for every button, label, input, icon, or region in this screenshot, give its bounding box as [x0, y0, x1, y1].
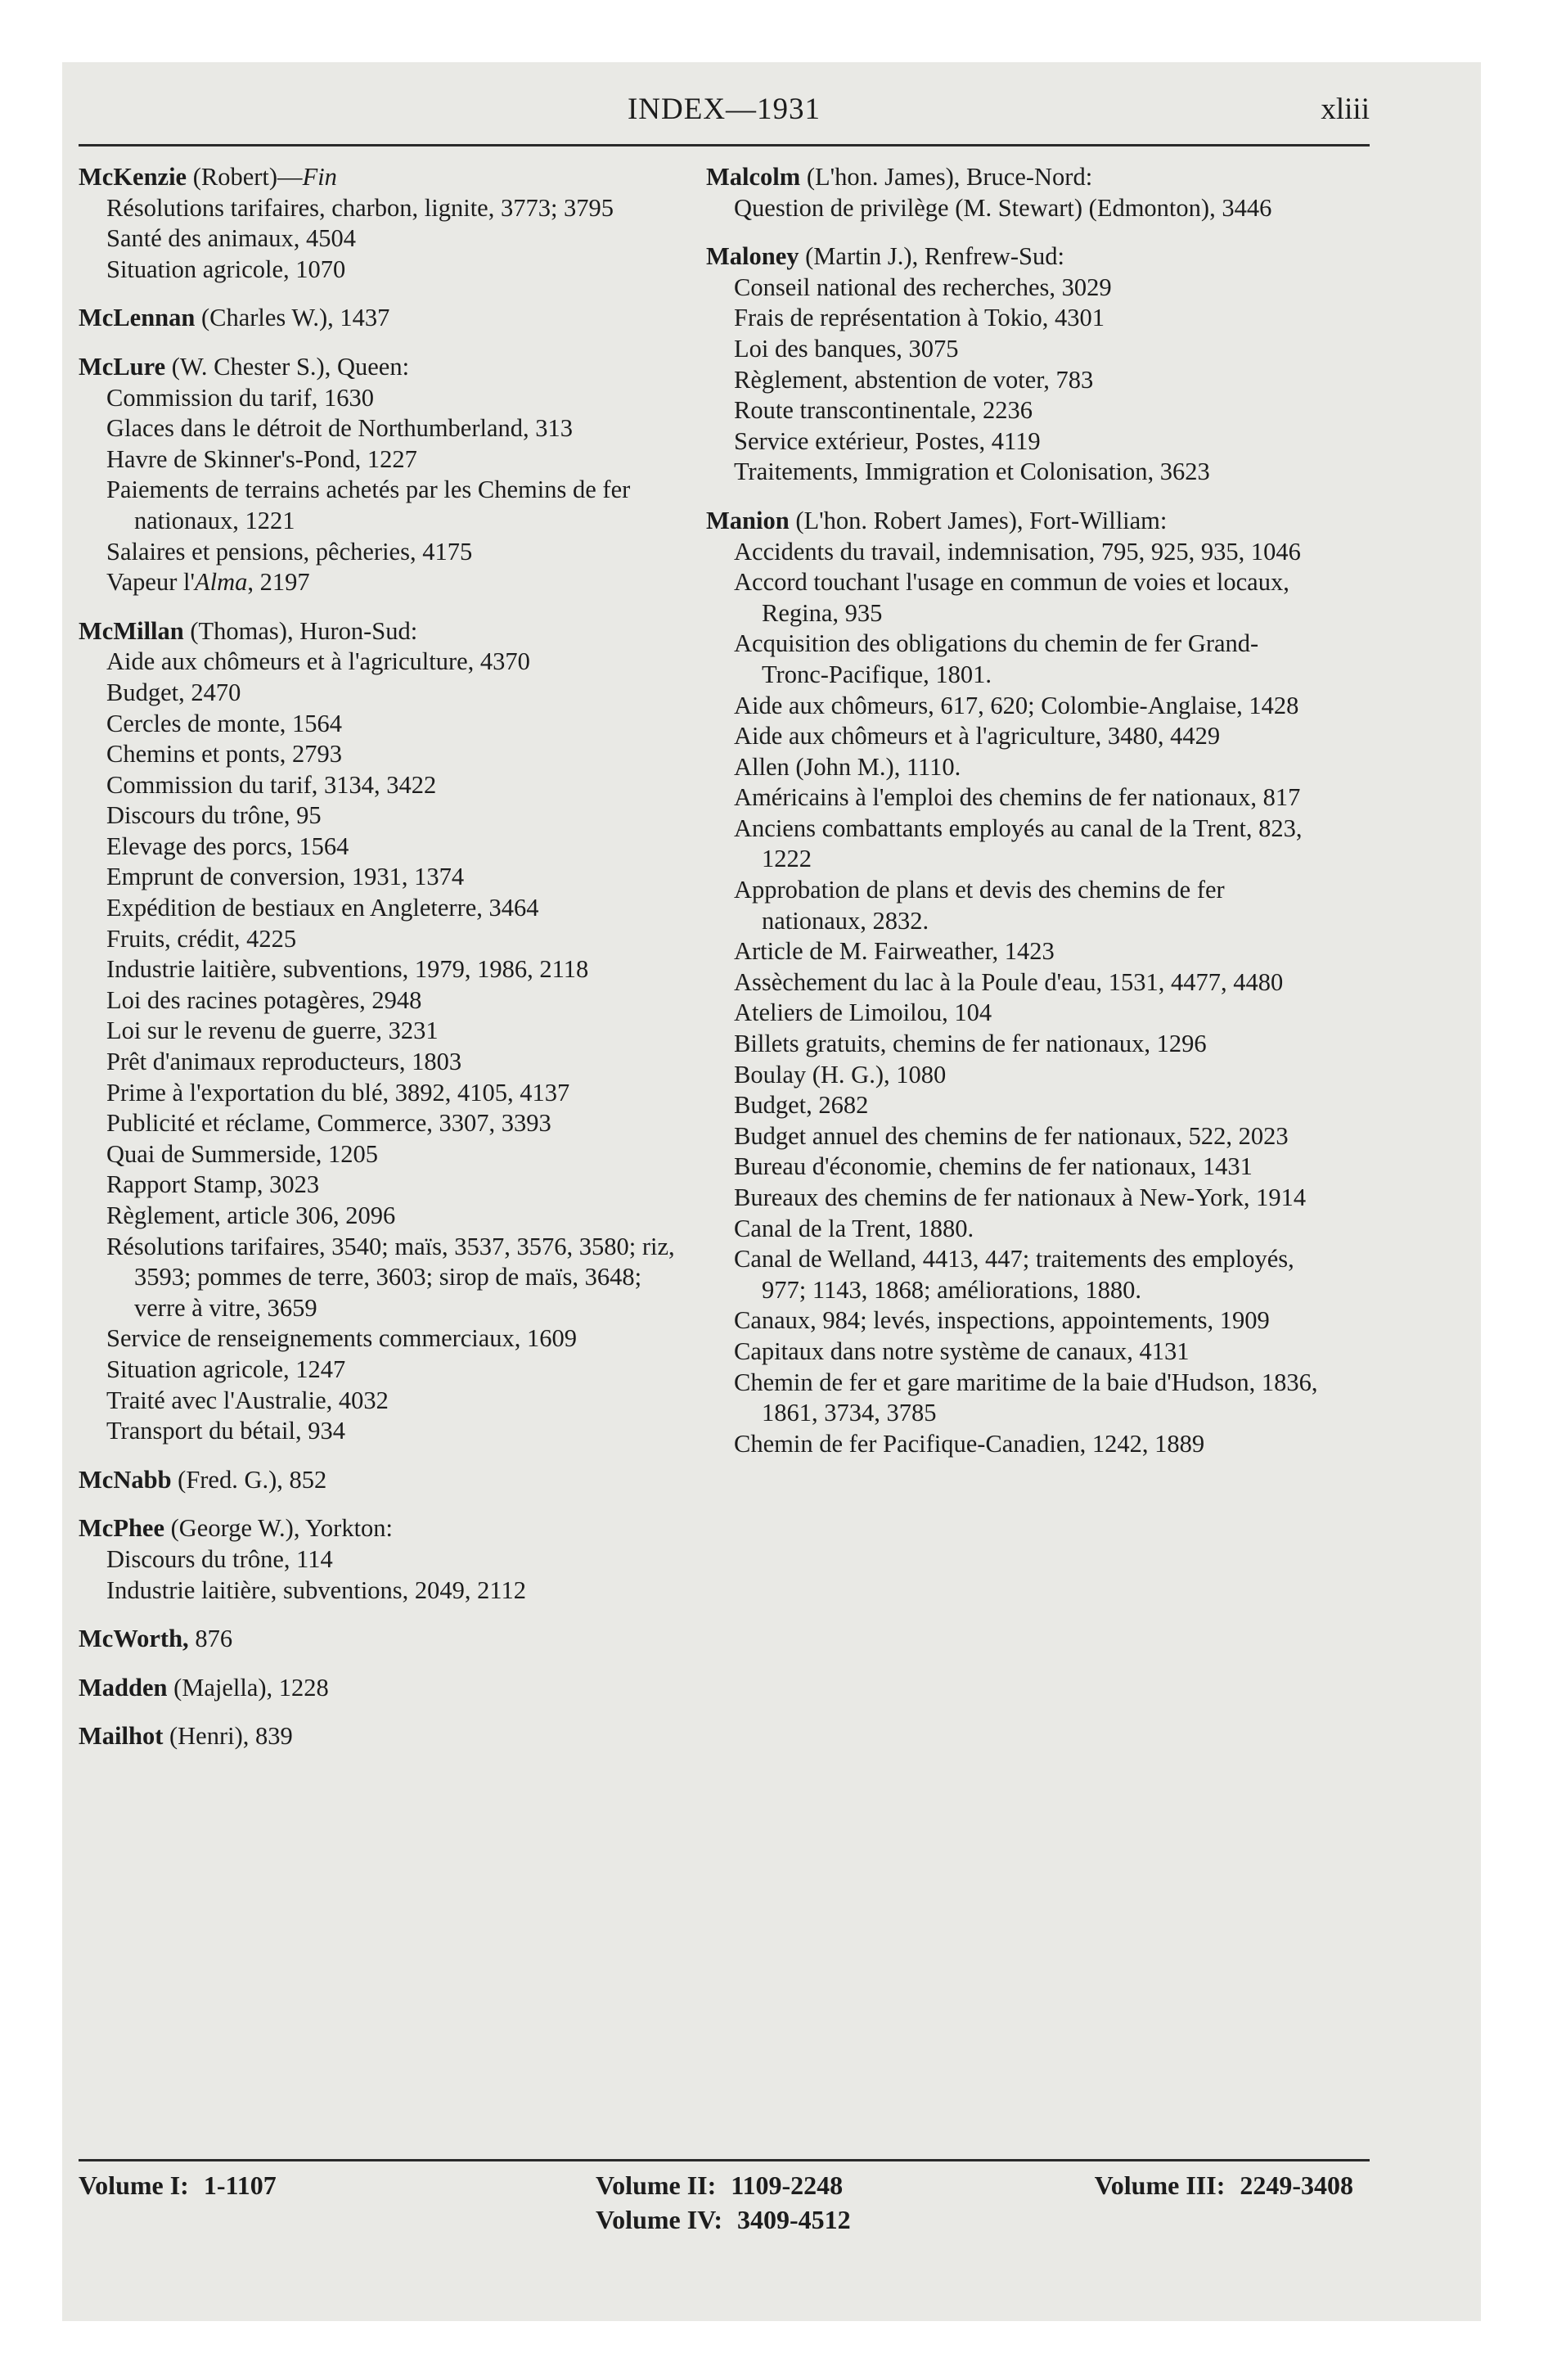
sub-entry: Paiements de terrains achetés par les Chemins de fer nationaux, 1221	[106, 476, 631, 534]
entry-heading	[79, 352, 694, 383]
sub-entry: Loi sur le revenu de guerre, 3231	[106, 1016, 439, 1045]
sub-entry: Chemin de fer Pacifique-Canadien, 1242, 1889	[734, 1429, 1205, 1458]
sub-entry: Industrie laitière, subventions, 2049, 2112	[106, 1575, 527, 1604]
entry-heading	[79, 1624, 694, 1655]
sub-entry: Américains à l'emploi des chemins de fer nationaux, 817	[734, 783, 1301, 812]
sub-entry: Approbation de plans et devis des chemins de fer nationaux, 2832.	[734, 876, 1225, 935]
sub-entry: Aide aux chômeurs, 617, 620; Colombie-Anglaise, 1428	[734, 691, 1299, 719]
sub-entry: Aide aux chômeurs et à l'agriculture, 3480, 4429	[734, 722, 1221, 751]
index-entry	[79, 162, 694, 285]
entry-name: Malcolm	[706, 163, 801, 191]
volume-label: Volume II:	[596, 2170, 717, 2200]
sub-entry: Vapeur l'Alma, 2197	[106, 568, 310, 597]
sub-entry: Résolutions tarifaires, 3540; maïs, 3537, 3576, 3580; riz, 3593; pommes de terre, 3603; sirop de maïs, 3648; verre à vitre, 3659	[106, 1232, 675, 1322]
entry-name: McPhee	[79, 1514, 164, 1543]
entry-heading	[79, 1465, 694, 1496]
entry-name: McNabb	[79, 1465, 172, 1494]
index-entry	[706, 162, 1320, 223]
sub-entry: Transport du bétail, 934	[106, 1417, 345, 1445]
sub-entry: Situation agricole, 1247	[106, 1355, 346, 1383]
volume-label: Volume III:	[1094, 2170, 1226, 2200]
sub-entry: Commission du tarif, 1630	[106, 383, 375, 412]
sub-entry: Budget annuel des chemins de fer nationaux, 522, 2023	[734, 1121, 1289, 1150]
sub-entry: Assèchement du lac à la Poule d'eau, 1531, 4477, 4480	[734, 967, 1284, 996]
sub-entry: Bureaux des chemins de fer nationaux à New-York, 1914	[734, 1183, 1307, 1211]
sub-entry: Anciens combattants employés au canal de la Trent, 823, 1222	[734, 814, 1303, 873]
sub-entry: Canal de la Trent, 1880.	[734, 1214, 974, 1242]
sub-entry: Havre de Skinner's-Pond, 1227	[106, 444, 417, 473]
sub-entry: Prime à l'exportation du blé, 3892, 4105, 4137	[106, 1078, 570, 1107]
volume-3	[1095, 2170, 1353, 2201]
sub-entry: Bureau d'économie, chemins de fer nationaux, 1431	[734, 1152, 1253, 1181]
index-entry	[79, 616, 694, 1447]
sub-entry: Capitaux dans notre système de canaux, 4131	[734, 1336, 1190, 1365]
ship-name: Alma	[194, 568, 248, 597]
sub-entry: Frais de représentation à Tokio, 4301	[734, 304, 1105, 332]
sub-entry: Elevage des porcs, 1564	[106, 832, 349, 860]
sub-entry: Commission du tarif, 3134, 3422	[106, 770, 437, 799]
entry-details: (George W.), Yorkton:	[164, 1514, 394, 1543]
entry-details: (Fred. G.), 852	[171, 1465, 327, 1494]
entry-heading	[706, 162, 1320, 193]
sub-entry: Industrie laitière, subventions, 1979, 1986, 2118	[106, 955, 589, 984]
sub-entry: Accidents du travail, indemnisation, 795, 925, 935, 1046	[734, 537, 1301, 566]
sub-entry: Cercles de monte, 1564	[106, 709, 342, 737]
entry-name: Mailhot	[79, 1722, 164, 1751]
sub-entry: Aide aux chômeurs et à l'agriculture, 4370	[106, 647, 530, 676]
sub-entry: Glaces dans le détroit de Northumberland, 313	[106, 414, 574, 443]
page-title: INDEX—1931	[627, 92, 821, 126]
sub-entry: Expédition de bestiaux en Angleterre, 3464	[106, 894, 539, 922]
entry-name: Manion	[706, 506, 790, 534]
sub-entry: Situation agricole, 1070	[106, 255, 346, 283]
sub-entry: Ateliers de Limoilou, 104	[734, 998, 992, 1027]
sub-entry: Chemins et ponts, 2793	[106, 740, 343, 769]
entry-details: (Charles W.), 1437	[195, 304, 390, 332]
entry-name: McLure	[79, 352, 166, 381]
entry-details: (Henri), 839	[163, 1722, 293, 1751]
sub-entry: Route transcontinentale, 2236	[734, 396, 1033, 425]
index-entry	[79, 1465, 694, 1496]
entry-heading	[79, 616, 694, 647]
entry-details: (Robert)—	[187, 163, 303, 191]
index-entry	[706, 506, 1320, 1459]
entry-details: (Martin J.), Renfrew-Sud:	[799, 242, 1064, 271]
index-entry	[79, 352, 694, 598]
left-column	[79, 162, 694, 1770]
entry-heading	[706, 241, 1320, 273]
entry-heading	[706, 506, 1320, 537]
index-entry	[79, 1673, 694, 1704]
sub-entry: Budget, 2682	[734, 1091, 869, 1120]
index-entry	[79, 1624, 694, 1655]
header-rule	[79, 144, 1370, 146]
sub-entry: Budget, 2470	[106, 678, 241, 706]
sub-entry: Quai de Summerside, 1205	[106, 1139, 379, 1168]
volume-range: 1109-2248	[731, 2170, 844, 2200]
sub-entry: Article de M. Fairweather, 1423	[734, 937, 1055, 966]
entry-heading	[79, 1513, 694, 1544]
sub-entry: Loi des banques, 3075	[734, 334, 959, 363]
sub-entry: Fruits, crédit, 4225	[106, 924, 297, 953]
entry-name: Maloney	[706, 242, 799, 271]
volume-footer	[79, 2170, 1370, 2252]
volume-range: 2249-3408	[1240, 2170, 1353, 2200]
page-number: xliii	[1321, 92, 1370, 126]
right-column	[706, 162, 1320, 1477]
sub-entry: Allen (John M.), 1110.	[734, 752, 961, 781]
entry-name: McWorth,	[79, 1625, 189, 1653]
sub-entry: Question de privilège (M. Stewart) (Edmonton), 3446	[734, 193, 1272, 222]
entry-heading	[79, 303, 694, 334]
entry-heading	[79, 162, 694, 193]
volume-range: 1-1107	[203, 2170, 277, 2200]
entry-name: McMillan	[79, 616, 184, 645]
index-entry	[79, 1721, 694, 1752]
entry-name: McKenzie	[79, 163, 187, 191]
sub-entry: Acquisition des obligations du chemin de fer Grand-Tronc-Pacifique, 1801.	[734, 629, 1259, 688]
entry-details: (W. Chester S.), Queen:	[165, 352, 410, 381]
entry-name: McLennan	[79, 304, 196, 332]
sub-entry: Rapport Stamp, 3023	[106, 1170, 320, 1199]
entry-details: (L'hon. James), Bruce-Nord:	[800, 163, 1093, 191]
sub-entry: Chemin de fer et gare maritime de la baie d'Hudson, 1836, 1861, 3734, 3785	[734, 1368, 1318, 1427]
sub-entry: Discours du trône, 95	[106, 801, 322, 830]
sub-entry: Service extérieur, Postes, 4119	[734, 426, 1041, 455]
volume-4	[596, 2205, 851, 2235]
entry-name: Madden	[79, 1673, 168, 1702]
sub-entry: Discours du trône, 114	[106, 1544, 333, 1573]
entry-details: 876	[188, 1625, 233, 1653]
volume-label: Volume I:	[79, 2170, 189, 2200]
volume-range: 3409-4512	[737, 2205, 851, 2234]
entry-details: (Thomas), Huron-Sud:	[183, 616, 418, 645]
volume-label: Volume IV:	[596, 2205, 722, 2234]
sub-entry: Billets gratuits, chemins de fer nationaux, 1296	[734, 1030, 1207, 1058]
sub-entry: Traitements, Immigration et Colonisation, 3623	[734, 458, 1210, 486]
entry-heading	[79, 1721, 694, 1752]
sub-entry: Publicité et réclame, Commerce, 3307, 3393	[106, 1109, 551, 1138]
sub-entry: Résolutions tarifaires, charbon, lignite, 3773; 3795	[106, 193, 614, 222]
sub-entry: Boulay (H. G.), 1080	[734, 1060, 947, 1089]
entry-heading	[79, 1673, 694, 1704]
sub-entry: Loi des racines potagères, 2948	[106, 985, 422, 1014]
sub-entry: Canal de Welland, 4413, 447; traitements des employés, 977; 1143, 1868; améliorations, 1880.	[734, 1245, 1294, 1304]
entry-details-italic: Fin	[302, 163, 337, 191]
sub-entry: Prêt d'animaux reproducteurs, 1803	[106, 1048, 462, 1076]
sub-entry: Emprunt de conversion, 1931, 1374	[106, 863, 465, 891]
sub-entry: Santé des animaux, 4504	[106, 224, 356, 253]
volume-2	[596, 2170, 843, 2201]
index-entry	[79, 303, 694, 334]
footer-rule	[79, 2159, 1370, 2161]
sub-entry: Accord touchant l'usage en commun de voies et locaux, Regina, 935	[734, 568, 1289, 627]
index-entry	[706, 241, 1320, 488]
sub-entry: Règlement, abstention de voter, 783	[734, 365, 1094, 394]
sub-entry: Canaux, 984; levés, inspections, appointements, 1909	[734, 1306, 1270, 1335]
sub-entry: Conseil national des recherches, 3029	[734, 273, 1112, 301]
sub-entry: Règlement, article 306, 2096	[106, 1201, 396, 1229]
entry-details: (Majella), 1228	[167, 1673, 329, 1702]
volume-1	[79, 2170, 277, 2201]
sub-entry: Service de renseignements commerciaux, 1609	[106, 1324, 578, 1353]
sub-entry: Salaires et pensions, pêcheries, 4175	[106, 537, 473, 566]
index-entry	[79, 1513, 694, 1606]
entry-details: (L'hon. Robert James), Fort-William:	[789, 506, 1168, 534]
page-header	[79, 92, 1370, 149]
sub-entry: Traité avec l'Australie, 4032	[106, 1386, 389, 1414]
